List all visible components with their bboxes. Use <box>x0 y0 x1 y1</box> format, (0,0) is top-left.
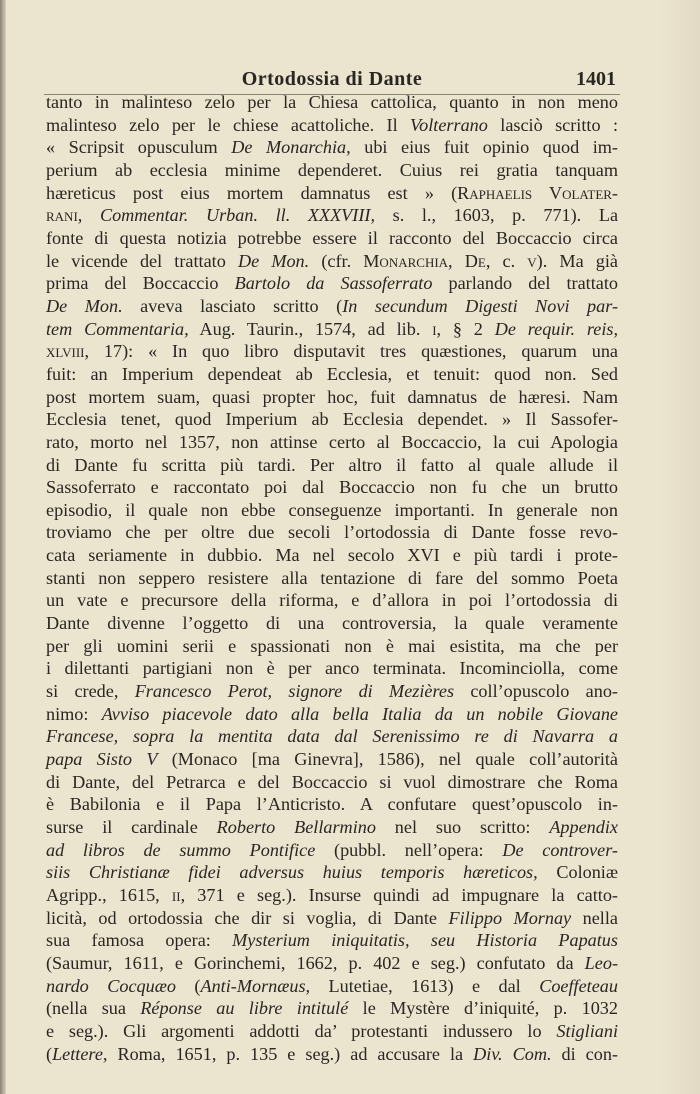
page-number: 1401 <box>576 68 616 90</box>
italic-text: Anti-Mornæus, <box>200 975 311 996</box>
running-header <box>46 68 618 92</box>
text-line <box>46 159 618 182</box>
text-run: si crede, <box>46 681 135 702</box>
text-line <box>46 227 618 250</box>
text-run: « Scripsit opusculum <box>46 137 232 158</box>
text-run: troviamo che per oltre due secoli l’ortodossia di Dante fosse revo- <box>46 522 618 543</box>
text-line <box>46 454 618 477</box>
text-line <box>46 589 618 612</box>
italic-text: Bartolo da Sassoferrato <box>234 273 433 294</box>
text-run: ubi eius fuit opinio quod im- <box>350 137 618 158</box>
text-line <box>46 952 618 975</box>
text-line <box>46 91 618 114</box>
italic-text: Stigliani <box>556 1020 618 1041</box>
text-line <box>46 839 618 862</box>
text-run: (Monaco [ma Ginevra], 1586), nel quale coll’autorità <box>157 749 619 770</box>
italic-text: nardo Cocquæo <box>46 975 176 996</box>
text-line <box>46 431 618 454</box>
text-line <box>46 884 618 907</box>
text-run: , c. <box>485 250 528 271</box>
italic-text: Leo- <box>584 952 618 973</box>
text-run: di Dante, del Petrarca e del Boccaccio si vuol dimostrare che Roma <box>46 771 618 792</box>
text-run: aveva lasciato scritto ( <box>122 295 343 316</box>
text-run: , 371 e seg.). Insurse quindi ad impugnare la catto- <box>180 884 618 905</box>
text-line <box>46 793 618 816</box>
text-run: , § 2 <box>436 318 495 339</box>
text-line <box>46 114 618 137</box>
text-run: le Mystère d’iniquité, p. 1032 <box>348 998 618 1019</box>
page-shade <box>660 0 700 1094</box>
text-run: parlando del trattato <box>432 273 618 294</box>
text-run: (pubbl. nell’opera: <box>315 839 503 860</box>
text-run: (nella sua <box>46 998 141 1019</box>
text-line <box>46 476 618 499</box>
text-run: nella <box>571 907 618 928</box>
text-run: lasciò scritto : <box>487 114 619 135</box>
text-line <box>46 499 618 522</box>
text-run: (cfr. <box>309 250 364 271</box>
text-run: di con- <box>551 1043 618 1064</box>
smallcaps-text: Raphaelis Volater- <box>457 182 618 203</box>
italic-text: De Mon. <box>237 250 310 271</box>
text-run: , <box>77 205 100 226</box>
smallcaps-text: Monarchia, De <box>363 250 486 271</box>
text-line <box>46 748 618 771</box>
italic-text: Lettere, <box>52 1043 108 1064</box>
text-run: e seg.). Gli argomenti addotti da’ protestanti indussero lo <box>46 1020 557 1041</box>
body-text <box>46 91 618 1065</box>
text-run: di Dante fu scritta più tardi. Per altro il fatto al quale allude il <box>46 454 618 475</box>
text-run: Agripp., 1615, <box>46 884 172 905</box>
text-run: Coloniæ <box>537 862 618 883</box>
text-line <box>46 635 618 658</box>
text-run: Lutetiae, 1613) e dal <box>310 975 540 996</box>
text-line <box>46 680 618 703</box>
italic-text: Coeffeteau <box>539 975 618 996</box>
text-line <box>46 997 618 1020</box>
text-run: Sassoferrato e raccontato poi dal Boccaccio non fu che un brutto <box>46 477 618 498</box>
text-line <box>46 544 618 567</box>
smallcaps-text: ii <box>171 884 181 905</box>
text-line <box>46 204 618 227</box>
page-binding-edge <box>0 0 6 1094</box>
italic-text: ad libros de summo Pontifice <box>46 839 316 860</box>
text-run: Aug. Taurin., 1574, ad lib. <box>188 318 433 339</box>
italic-text: papa Sisto V <box>46 749 158 770</box>
text-line <box>46 816 618 839</box>
text-line <box>46 975 618 998</box>
text-run: malinteso zelo per le chiese acattoliche. Il <box>46 114 411 135</box>
text-line <box>46 657 618 680</box>
italic-text: De requir. reis, <box>494 318 619 339</box>
text-line <box>46 612 618 635</box>
text-line <box>46 861 618 884</box>
text-run: fuit: an Imperium dependeat ab Ecclesia, et tenuit: quod non. Sed <box>46 363 618 384</box>
italic-text: In secundum Digesti Novi par- <box>342 295 618 316</box>
text-line <box>46 929 618 952</box>
text-run: un vate e precursore della riforma, e d’allora in poi l’ortodossia di <box>46 590 618 611</box>
text-run: Ecclesia tenet, quod Imperium ab Ecclesia dependet. » Il Sassofer- <box>46 409 618 430</box>
text-run: tanto in malinteso zelo per la Chiesa cattolica, quanto in non meno <box>46 92 618 112</box>
text-line <box>46 295 618 318</box>
text-run: hæreticus post eius mortem damnatus est » ( <box>46 182 458 203</box>
italic-text: De Monarchia, <box>231 137 351 158</box>
italic-text: siis Christianæ fidei adversus huius temporis hæreticos, <box>46 862 538 883</box>
italic-text: De controver- <box>502 839 618 860</box>
text-run: (Saumur, 1611, e Gorinchemi, 1662, p. 402 e seg.) confutato da <box>46 952 585 973</box>
text-run: , 17): « In quo libro disputavit tres quæstiones, quarum una <box>84 341 618 362</box>
text-line <box>46 272 618 295</box>
italic-text: Appendix <box>549 817 618 837</box>
text-line <box>46 567 618 590</box>
text-run: nel suo scritto: <box>375 817 550 837</box>
text-run: rato, morto nel 1357, non attinse certo al Boccaccio, la cui Apologia <box>46 431 618 452</box>
text-run: le vicende del trattato <box>46 250 238 271</box>
text-run: surse il cardinale <box>46 817 217 837</box>
text-run: prima del Boccaccio <box>46 273 235 294</box>
text-line <box>46 386 618 409</box>
text-run: sua famosa opera: <box>46 930 233 951</box>
text-run: per gli uomini serii e spassionati non è mai esistita, ma che per <box>46 635 618 656</box>
italic-text: Filippo Mornay <box>448 907 572 928</box>
text-run: licità, od ortodossia che dir si voglia, di Dante <box>46 907 449 928</box>
italic-text: Francese, sopra la mentita data dal Serenissimo re di Navarra a <box>46 726 618 747</box>
text-line <box>46 703 618 726</box>
text-run: fonte di questa notizia potrebbe essere il racconto del Boccaccio circa <box>46 227 618 248</box>
text-run: s. l., 1603, p. 771). La <box>375 205 619 226</box>
text-line <box>46 340 618 363</box>
italic-text: De Mon. <box>46 295 123 316</box>
text-line <box>46 1043 618 1066</box>
italic-text: Volterrano <box>410 114 488 135</box>
text-run: coll’opuscolo ano- <box>454 681 618 702</box>
text-run: Dante divenne l’oggetto di una controversia, la quale veramente <box>46 613 618 634</box>
text-run: Roma, 1651, p. 135 e seg.) ad accusare la <box>107 1043 474 1064</box>
text-run: episodio, il quale non ebbe conseguenze importanti. In generale non <box>46 499 618 520</box>
smallcaps-text: i <box>432 318 437 339</box>
italic-text: Mysterium iniquitatis, seu Historia Papatus <box>232 930 618 951</box>
text-line <box>46 136 618 159</box>
italic-text: Div. Com. <box>473 1043 552 1064</box>
text-run: i dilettanti partigiani non è per anco terminata. Incominciolla, come <box>46 658 618 679</box>
italic-text: Avviso piacevole dato alla bella Italia da un nobile Giovane <box>101 703 618 724</box>
text-line <box>46 1020 618 1043</box>
text-run: ( <box>46 1043 53 1064</box>
italic-text: Commentar. Urban. ll. XXXVIII, <box>99 205 376 226</box>
smallcaps-text: v <box>527 250 537 271</box>
smallcaps-text: rani <box>46 205 78 226</box>
text-run: ( <box>175 975 201 996</box>
text-line <box>46 250 618 273</box>
text-run: ). Ma già <box>536 250 618 271</box>
text-line <box>46 318 618 341</box>
text-line <box>46 408 618 431</box>
text-run: è Babilonia e il Papa l’Anticristo. A confutare quest’opuscolo in- <box>46 794 618 815</box>
text-run: post mortem suam, quasi propter hoc, fuit damnatus de hæresi. Nam <box>46 386 618 407</box>
text-line <box>46 907 618 930</box>
text-run: stanti non seppero resistere alla tentazione di fare del sommo Poeta <box>46 567 618 588</box>
text-line <box>46 521 618 544</box>
smallcaps-text: xlviii <box>46 341 85 362</box>
text-line <box>46 182 618 205</box>
running-title: Ortodossia di Dante <box>241 68 423 90</box>
text-line <box>46 363 618 386</box>
italic-text: Francesco Perot, signore di Mezières <box>134 681 455 702</box>
italic-text: Roberto Bellarmino <box>216 817 376 837</box>
italic-text: tem Commentaria, <box>46 318 189 339</box>
text-line <box>46 771 618 794</box>
italic-text: Réponse au libre intitulé <box>140 998 349 1019</box>
text-line <box>46 725 618 748</box>
text-run: cata seriamente in dubbio. Ma nel secolo XVI e più tardi i prote- <box>46 545 618 566</box>
text-run: perium ab ecclesia minime dependeret. Cuius rei gratia tanquam <box>46 159 618 180</box>
text-run: nimo: <box>46 703 102 724</box>
